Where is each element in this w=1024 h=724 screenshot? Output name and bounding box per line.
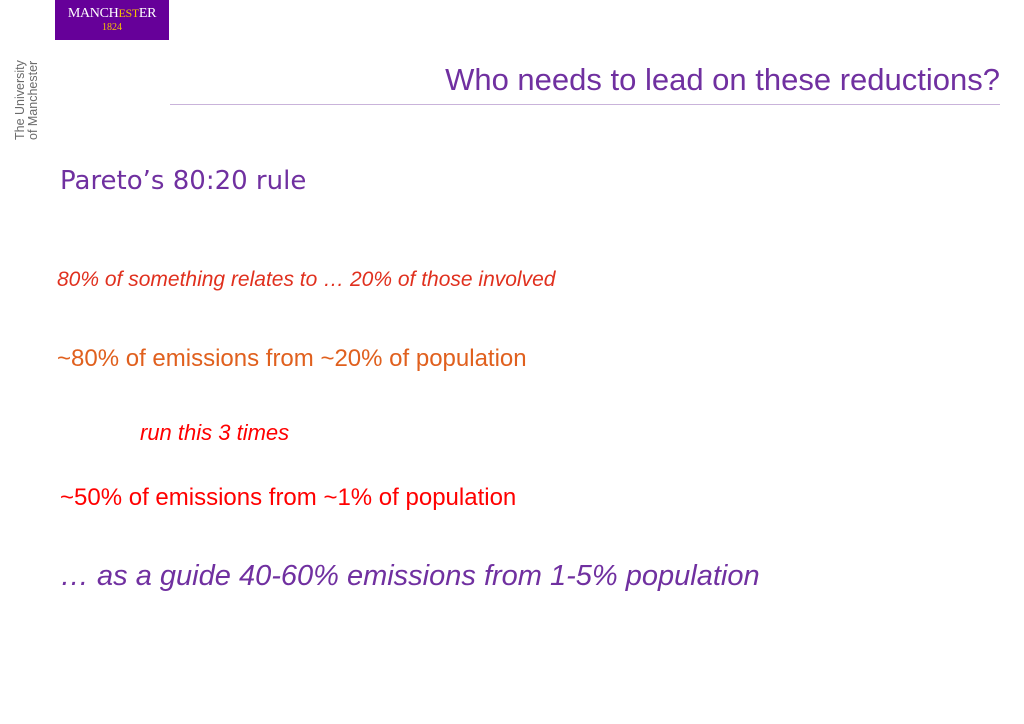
university-name-vertical <box>14 40 40 140</box>
university-name-line1: The University <box>13 60 27 140</box>
logo-wordmark <box>68 7 156 21</box>
logo-word-est: EST <box>118 6 139 20</box>
title-divider <box>170 104 1000 105</box>
guide-statement: … as a guide 40-60% emissions from 1-5% population <box>60 560 760 592</box>
emissions-50-1: ~50% of emissions from ~1% of population <box>60 484 517 511</box>
university-name-line2: of Manchester <box>26 60 40 140</box>
slide-subtitle: Pareto’s 80:20 rule <box>60 166 307 196</box>
slide-title: Who needs to lead on these reductions? <box>445 62 1000 97</box>
pareto-definition: 80% of something relates to … 20% of those involved <box>57 268 556 291</box>
manchester-logo <box>55 0 169 40</box>
logo-word-part: ER <box>138 6 157 21</box>
logo-word-part: MANCH <box>67 6 119 21</box>
emissions-80-20: ~80% of emissions from ~20% of population <box>57 345 527 372</box>
logo-year: 1824 <box>102 22 122 33</box>
run-three-times-note: run this 3 times <box>140 420 290 445</box>
